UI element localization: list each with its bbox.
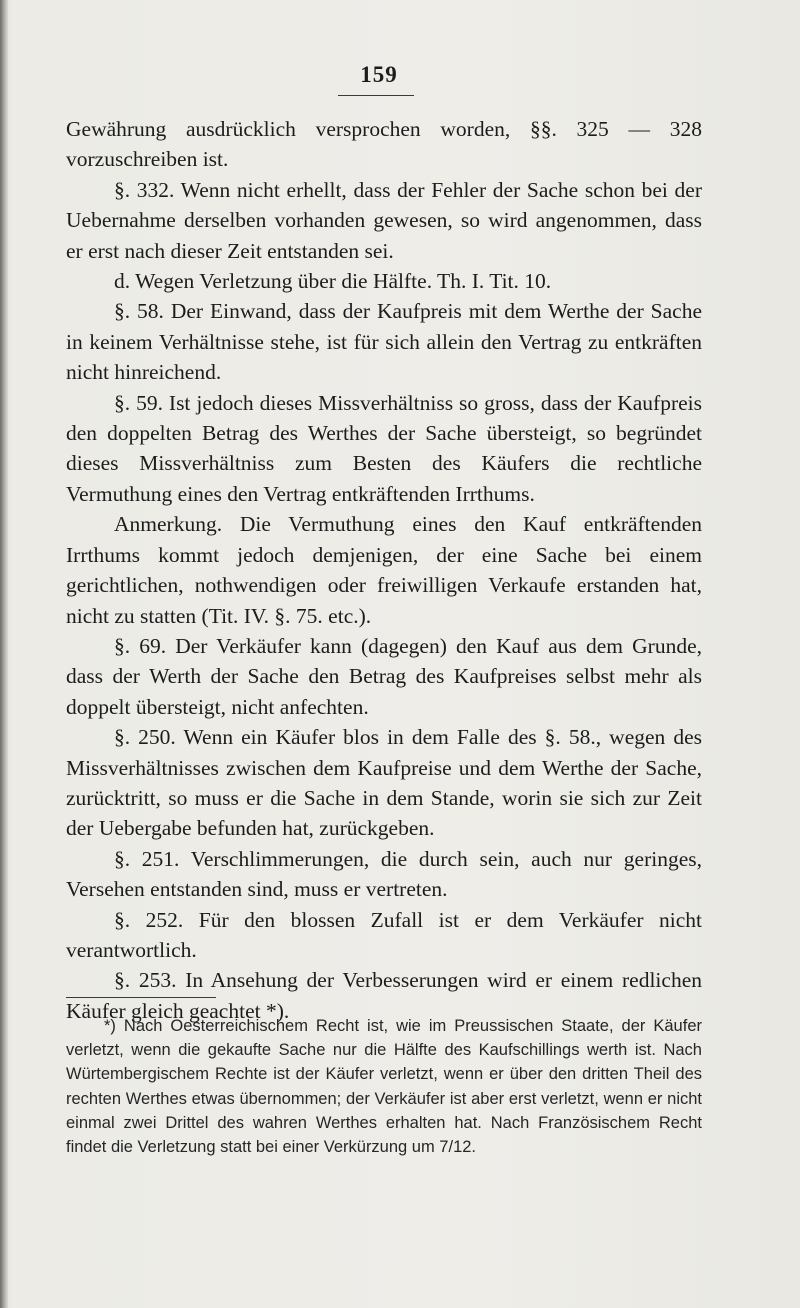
- page-binding-edge: [0, 0, 8, 1308]
- footnote: [66, 1014, 702, 1159]
- paragraph-section-58: §. 58. Der Einwand, dass der Kaufpreis mit dem Werthe der Sache in keinem Verhältnisse stehe, ist für sich allein den Vertrag zu entkräften nicht hinreichend.: [66, 299, 702, 385]
- footnote-rule: [66, 997, 216, 998]
- paragraph-section-251: §. 251. Verschlimmerungen, die durch sein, auch nur geringes, Versehen entstanden sind, muss er vertreten.: [66, 846, 702, 902]
- paragraph-continuation: Gewährung ausdrücklich versprochen worden, §§. 325 — 328 vorzuschreiben ist.: [66, 117, 702, 172]
- paragraph-section-252: §. 252. Für den blossen Zufall ist er dem Verkäufer nicht verantwortlich.: [66, 907, 702, 962]
- main-text: [66, 114, 702, 1026]
- page-number-rule: [338, 95, 414, 96]
- paragraph-section-69: §. 69. Der Verkäufer kann (dagegen) den Kauf aus dem Grunde, dass der Werth der Sache den Betrag des Kaufpreises selbst mehr als doppelt übersteigt, nicht anfechten.: [66, 633, 702, 719]
- section-heading-verletzung: d. Wegen Verletzung über die Hälfte. Th. I. Tit. 10.: [114, 269, 552, 294]
- paragraph-section-253: §. 253. In Ansehung der Verbesserungen wird er einem redlichen Käufer gleich geachtet *).: [66, 968, 702, 1023]
- paragraph-section-59: §. 59. Ist jedoch dieses Missverhältniss so gross, dass der Kaufpreis den doppelten Betrag des Werthes der Sache übersteigt, so begründet dieses Missverhältniss zum Besten des Käufers die rechtliche Vermuthung eines den Vertrag entkräftenden Irrthums.: [66, 390, 702, 506]
- page-number: 159: [360, 62, 398, 87]
- paragraph-anmerkung: Anmerkung. Die Vermuthung eines den Kauf entkräftenden Irrthums kommt jedoch demjenigen, der eine Sache bei einem gerichtlichen, nothwendigen oder freiwilligen Verkaufe erstanden hat, nicht zu statten (Tit. IV. §. 75. etc.).: [66, 512, 702, 628]
- paragraph-section-332: §. 332. Wenn nicht erhellt, dass der Fehler der Sache schon bei der Uebernahme derselben vorhanden gewesen, so wird angenommen, dass er erst nach dieser Zeit entstanden sei.: [66, 177, 702, 263]
- paragraph-section-250: §. 250. Wenn ein Käufer blos in dem Falle des §. 58., wegen des Missverhältnisses zwischen dem Kaufpreise und dem Werthe der Sache, zurücktritt, so muss er die Sache in dem Stande, worin sie sich zur Zeit der Uebergabe befunden hat, zurückgeben.: [66, 725, 702, 841]
- footnote-text: *) Nach Oesterreichischem Recht ist, wie im Preussischen Staate, der Käufer verletzt, wenn die gekaufte Sache nur die Hälfte des Kaufschillings werth ist. Nach Würtembergischem Rechte ist der Käufer verletzt, wenn er über den dritten Theil des rechten Werthes etwas übernommen; der Verkäufer ist aber erst verletzt, wenn er nicht einmal zwei Drittel des wahren Werthes erhalten hat. Nach Französischem Recht findet die Verletzung statt bei einer Verkürzung um 7/12.: [66, 1017, 702, 1157]
